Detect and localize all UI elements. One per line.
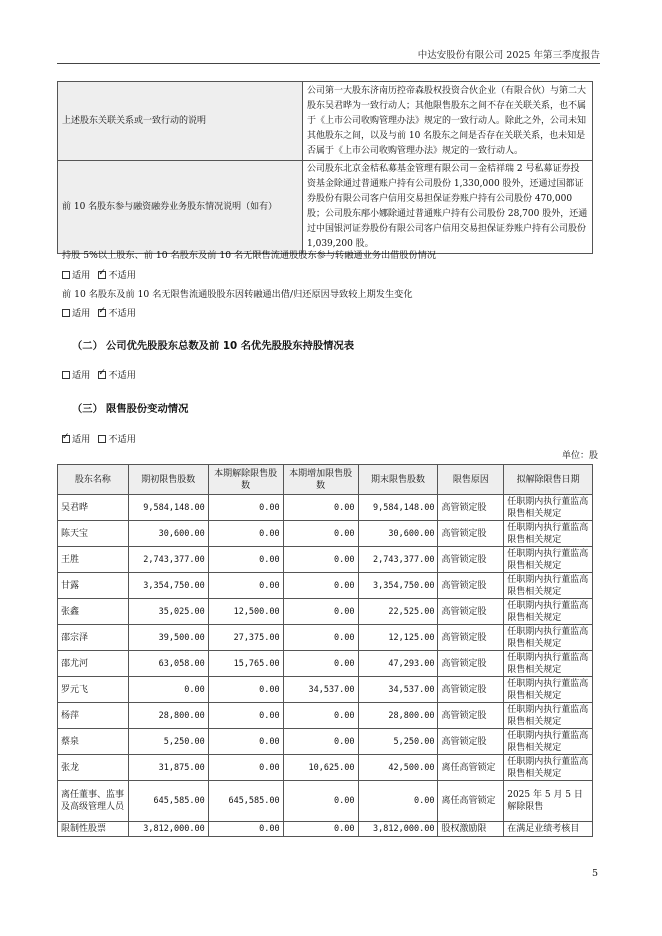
added-cell: 0.00 bbox=[283, 625, 358, 651]
added-cell: 0.00 bbox=[283, 495, 358, 521]
table-row bbox=[58, 729, 593, 755]
table-row bbox=[58, 703, 593, 729]
shareholder-name-cell: 限制性股票 bbox=[58, 822, 129, 837]
added-cell: 0.00 bbox=[283, 703, 358, 729]
closing-restricted-cell: 5,250.00 bbox=[358, 729, 438, 755]
release-date-cell: 任职期内执行董监高限售相关规定 bbox=[504, 729, 593, 755]
not-applicable-checkbox[interactable] bbox=[98, 371, 106, 379]
table-row bbox=[58, 573, 593, 599]
change-statement: 前 10 名股东及前 10 名无限售流通股股东因转融通出借/归还原因导致较上期发生变化 bbox=[62, 289, 413, 300]
release-date-cell: 在满足业绩考核目 bbox=[504, 822, 593, 837]
opening-restricted-cell: 0.00 bbox=[128, 677, 208, 703]
shareholder-name-cell: 邵宗泽 bbox=[58, 625, 129, 651]
release-date-cell: 任职期内执行董监高限售相关规定 bbox=[504, 547, 593, 573]
relation-text: 公司第一大股东济南历控帝森股权投资合伙企业（有限合伙）与第二大股东吴君晔为一致行动人；其他限售股东之间不存在关联关系，也不属于《上市公司收购管理办法》规定的一致行动人。除此之外，公司未知其他股东之间，以及与前 10 名股东之间是否存在关联关系，也未知是否属于《上市公司收购管理办法》规定的一致行动人。 bbox=[303, 82, 593, 161]
added-cell: 0.00 bbox=[283, 651, 358, 677]
released-cell: 0.00 bbox=[208, 573, 283, 599]
restriction-reason-cell: 离任高管锁定 bbox=[438, 755, 504, 781]
not-applicable-checkbox[interactable] bbox=[98, 309, 106, 317]
shareholder-name-cell: 甘露 bbox=[58, 573, 129, 599]
table-row bbox=[58, 677, 593, 703]
released-cell: 12,500.00 bbox=[208, 599, 283, 625]
opening-restricted-cell: 5,250.00 bbox=[128, 729, 208, 755]
applicable-checkbox[interactable] bbox=[62, 371, 70, 379]
restriction-reason-cell: 股权激励限 bbox=[438, 822, 504, 837]
section-heading: （二） 公司优先股股东总数及前 10 名优先股股东持股情况表 bbox=[72, 340, 355, 352]
restriction-reason-cell: 高管锁定股 bbox=[438, 547, 504, 573]
table-row bbox=[58, 599, 593, 625]
table-body bbox=[58, 495, 593, 837]
applicable-checkbox[interactable] bbox=[62, 271, 70, 279]
release-date-cell: 任职期内执行董监高限售相关规定 bbox=[504, 703, 593, 729]
opening-restricted-cell: 9,584,148.00 bbox=[128, 495, 208, 521]
closing-restricted-cell: 2,743,377.00 bbox=[358, 547, 438, 573]
released-cell: 0.00 bbox=[208, 703, 283, 729]
table-row bbox=[58, 755, 593, 781]
released-cell: 0.00 bbox=[208, 495, 283, 521]
added-cell: 0.00 bbox=[283, 547, 358, 573]
added-cell: 0.00 bbox=[283, 781, 358, 822]
closing-restricted-cell: 47,293.00 bbox=[358, 651, 438, 677]
opening-restricted-cell: 2,743,377.00 bbox=[128, 547, 208, 573]
opening-restricted-cell: 645,585.00 bbox=[128, 781, 208, 822]
table-row bbox=[58, 82, 593, 161]
restricted-shares-table bbox=[57, 464, 593, 837]
preferred-options: 适用✓ 不适用 bbox=[62, 367, 136, 381]
opening-restricted-cell: 3,354,750.00 bbox=[128, 573, 208, 599]
not-applicable-checkbox[interactable] bbox=[98, 271, 106, 279]
closing-restricted-cell: 0.00 bbox=[358, 781, 438, 822]
added-cell: 34,537.00 bbox=[283, 677, 358, 703]
release-date-cell: 任职期内执行董监高限售相关规定 bbox=[504, 651, 593, 677]
added-cell: 0.00 bbox=[283, 521, 358, 547]
table-row bbox=[58, 822, 593, 837]
shareholder-name-cell: 王胜 bbox=[58, 547, 129, 573]
closing-restricted-cell: 9,584,148.00 bbox=[358, 495, 438, 521]
shareholder-name-cell: 张鑫 bbox=[58, 599, 129, 625]
shareholder-name-cell: 蔡泉 bbox=[58, 729, 129, 755]
restriction-reason-cell: 高管锁定股 bbox=[438, 521, 504, 547]
restricted-options: ✓适用 不适用 bbox=[62, 431, 136, 445]
released-cell: 0.00 bbox=[208, 755, 283, 781]
table-row bbox=[58, 651, 593, 677]
shareholder-name-cell: 吴君晔 bbox=[58, 495, 129, 521]
column-header: 本期解除限售股数 bbox=[208, 465, 283, 495]
shareholder-name-cell: 罗元飞 bbox=[58, 677, 129, 703]
relation-label: 上述股东关联关系或一致行动的说明 bbox=[58, 82, 303, 161]
release-date-cell: 2025 年 5 月 5 日解除限售 bbox=[504, 781, 593, 822]
added-cell: 0.00 bbox=[283, 599, 358, 625]
shareholder-name-cell: 邵尤河 bbox=[58, 651, 129, 677]
release-date-cell: 任职期内执行董监高限售相关规定 bbox=[504, 599, 593, 625]
closing-restricted-cell: 28,800.00 bbox=[358, 703, 438, 729]
shareholder-name-cell: 杨萍 bbox=[58, 703, 129, 729]
released-cell: 0.00 bbox=[208, 677, 283, 703]
release-date-cell: 任职期内执行董监高限售相关规定 bbox=[504, 677, 593, 703]
shareholder-relations-table bbox=[57, 81, 593, 254]
added-cell: 0.00 bbox=[283, 573, 358, 599]
unit-label: 单位：股 bbox=[561, 451, 598, 461]
table-row bbox=[58, 161, 593, 254]
column-header: 限售原因 bbox=[438, 465, 504, 495]
opening-restricted-cell: 3,812,000.00 bbox=[128, 822, 208, 837]
closing-restricted-cell: 3,354,750.00 bbox=[358, 573, 438, 599]
released-cell: 15,765.00 bbox=[208, 651, 283, 677]
restriction-reason-cell: 高管锁定股 bbox=[438, 495, 504, 521]
release-date-cell: 任职期内执行董监高限售相关规定 bbox=[504, 521, 593, 547]
change-options: 适用✓ 不适用 bbox=[62, 305, 136, 319]
restriction-reason-cell: 高管锁定股 bbox=[438, 677, 504, 703]
column-header: 期末限售股数 bbox=[358, 465, 438, 495]
restriction-reason-cell: 高管锁定股 bbox=[438, 573, 504, 599]
closing-restricted-cell: 34,537.00 bbox=[358, 677, 438, 703]
release-date-cell: 任职期内执行董监高限售相关规定 bbox=[504, 755, 593, 781]
header-divider bbox=[57, 63, 600, 64]
table-header-row bbox=[58, 465, 593, 495]
shareholder-name-cell: 陈天宝 bbox=[58, 521, 129, 547]
applicable-checkbox[interactable] bbox=[62, 435, 70, 443]
added-cell: 0.00 bbox=[283, 822, 358, 837]
released-cell: 27,375.00 bbox=[208, 625, 283, 651]
released-cell: 645,585.00 bbox=[208, 781, 283, 822]
opening-restricted-cell: 35,025.00 bbox=[128, 599, 208, 625]
restriction-reason-cell: 高管锁定股 bbox=[438, 729, 504, 755]
released-cell: 0.00 bbox=[208, 521, 283, 547]
release-date-cell: 任职期内执行董监高限售相关规定 bbox=[504, 625, 593, 651]
column-header: 拟解除限售日期 bbox=[504, 465, 593, 495]
page-number: 5 bbox=[591, 868, 598, 879]
closing-restricted-cell: 3,812,000.00 bbox=[358, 822, 438, 837]
column-header: 本期增加限售股数 bbox=[283, 465, 358, 495]
opening-restricted-cell: 31,875.00 bbox=[128, 755, 208, 781]
closing-restricted-cell: 22,525.00 bbox=[358, 599, 438, 625]
section-heading: （三） 限售股份变动情况 bbox=[72, 403, 189, 415]
table-row bbox=[58, 781, 593, 822]
opening-restricted-cell: 28,800.00 bbox=[128, 703, 208, 729]
added-cell: 10,625.00 bbox=[283, 755, 358, 781]
restriction-reason-cell: 高管锁定股 bbox=[438, 625, 504, 651]
closing-restricted-cell: 42,500.00 bbox=[358, 755, 438, 781]
released-cell: 0.00 bbox=[208, 822, 283, 837]
shareholder-name-cell: 张龙 bbox=[58, 755, 129, 781]
lending-options: 适用✓ 不适用 bbox=[62, 267, 136, 281]
shareholder-name-cell: 离任董事、监事及高级管理人员 bbox=[58, 781, 129, 822]
not-applicable-checkbox[interactable] bbox=[98, 435, 106, 443]
applicable-checkbox[interactable] bbox=[62, 309, 70, 317]
table-row bbox=[58, 625, 593, 651]
restriction-reason-cell: 高管锁定股 bbox=[438, 703, 504, 729]
margin-trading-label: 前 10 名股东参与融资融券业务股东情况说明（如有） bbox=[58, 161, 303, 254]
table-row bbox=[58, 547, 593, 573]
release-date-cell: 任职期内执行董监高限售相关规定 bbox=[504, 573, 593, 599]
opening-restricted-cell: 30,600.00 bbox=[128, 521, 208, 547]
opening-restricted-cell: 63,058.00 bbox=[128, 651, 208, 677]
table-row bbox=[58, 521, 593, 547]
table-row bbox=[58, 495, 593, 521]
restriction-reason-cell: 高管锁定股 bbox=[438, 599, 504, 625]
margin-trading-text: 公司股东北京金桔私募基金管理有限公司－金桔祥瑞 2 号私募证券投资基金除通过普通账户持有公司股份 1,330,000 股外，还通过国都证券股份有限公司客户信用交易担保证券账户持有公司股份 470,000 股；公司股东邴小娜除通过普通账户持有公司股份 28,700 股外，还通过中国银河证券股份有限公司客户信用交易担保证券账户持有公司股份 1,039,200 股。 bbox=[303, 161, 593, 254]
column-header: 股东名称 bbox=[58, 465, 129, 495]
column-header: 期初限售股数 bbox=[128, 465, 208, 495]
opening-restricted-cell: 39,500.00 bbox=[128, 625, 208, 651]
lending-statement: 持股 5%以上股东、前 10 名股东及前 10 名无限售流通股股东参与转融通业务出借股份情况 bbox=[62, 250, 437, 261]
closing-restricted-cell: 30,600.00 bbox=[358, 521, 438, 547]
released-cell: 0.00 bbox=[208, 547, 283, 573]
report-header: 中达安股份有限公司 2025 年第三季度报告 bbox=[417, 50, 600, 61]
release-date-cell: 任职期内执行董监高限售相关规定 bbox=[504, 495, 593, 521]
released-cell: 0.00 bbox=[208, 729, 283, 755]
restriction-reason-cell: 离任高管锁定 bbox=[438, 781, 504, 822]
added-cell: 0.00 bbox=[283, 729, 358, 755]
closing-restricted-cell: 12,125.00 bbox=[358, 625, 438, 651]
restriction-reason-cell: 高管锁定股 bbox=[438, 651, 504, 677]
